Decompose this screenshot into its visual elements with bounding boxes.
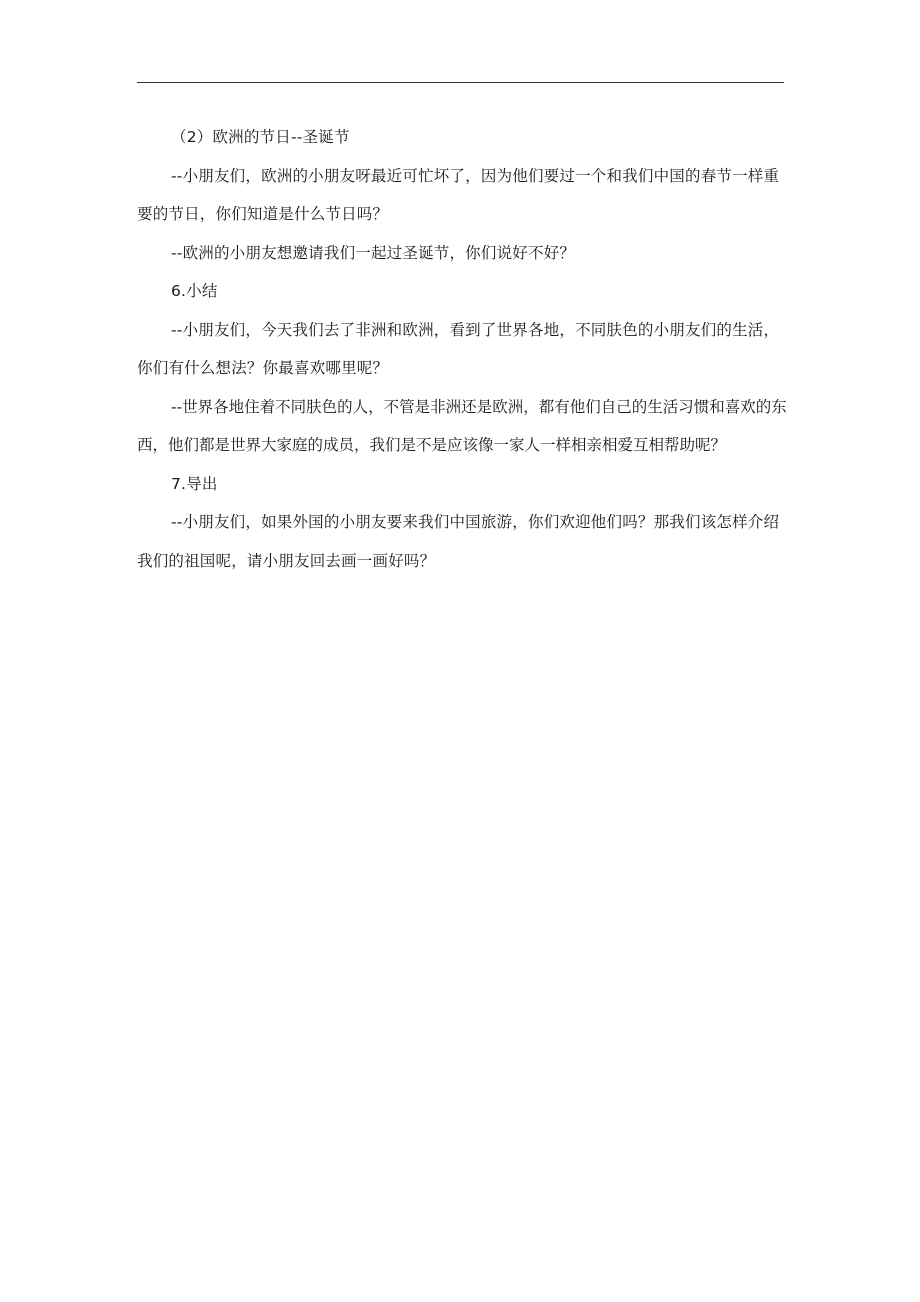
- paragraph-european-children-busy: --小朋友们，欧洲的小朋友呀最近可忙坏了，因为他们要过一个和我们中国的春节一样重要的节日，你们知道是什么节日吗？: [137, 166, 780, 223]
- section-heading-export: 7.导出: [171, 474, 218, 493]
- header-rule: [137, 82, 784, 83]
- section-heading-european-festival: （2）欧洲的节日--圣诞节: [171, 128, 350, 146]
- paragraph-summary-question: --小朋友们，今天我们去了非洲和欧洲，看到了世界各地，不同肤色的小朋友们的生活，你们有什么想法？你最喜欢哪里呢？: [137, 320, 780, 377]
- section-heading-summary: 6.小结: [171, 282, 218, 300]
- document-body: [137, 118, 793, 580]
- paragraph-introduce-motherland: --小朋友们，如果外国的小朋友要来我们中国旅游，你们欢迎他们吗？那我们该怎样介绍我们的祖国呢，请小朋友回去画一画好吗？: [137, 513, 780, 570]
- paragraph-world-family: --世界各地住着不同肤色的人，不管是非洲还是欧洲，都有他们自己的生活习惯和喜欢的东西，他们都是世界大家庭的成员，我们是不是应该像一家人一样相亲相爱互相帮助呢？: [137, 397, 787, 454]
- paragraph-invite-christmas: --欧洲的小朋友想邀请我们一起过圣诞节，你们说好不好？: [171, 243, 576, 262]
